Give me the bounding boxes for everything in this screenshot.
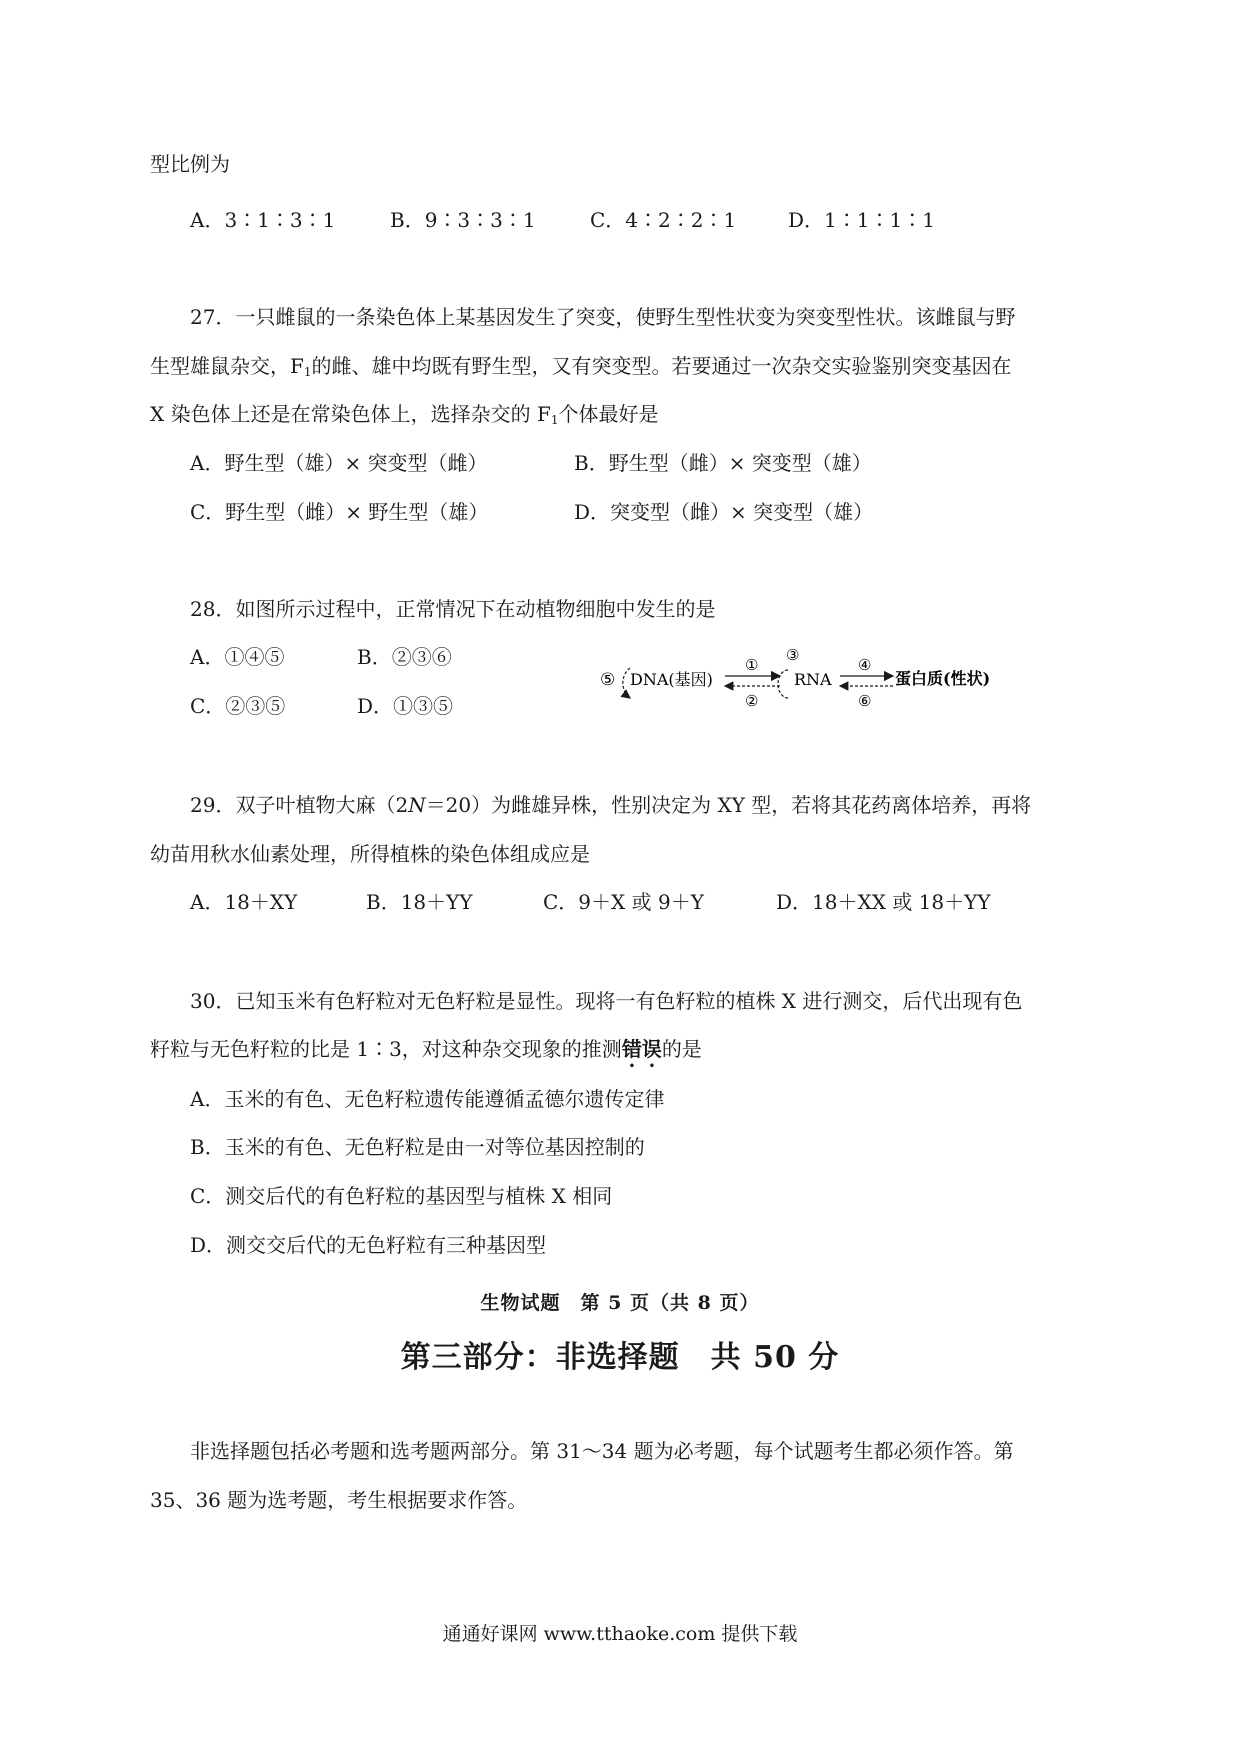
self-loop-arrow-dna bbox=[623, 668, 630, 698]
q29-option-b: B．18＋YY bbox=[366, 890, 473, 914]
q29-stem-line1: 29．双子叶植物大麻（2N＝20）为雌雄异株，性别决定为 XY 型，若将其花药离体培养，再将 bbox=[190, 793, 1032, 817]
diagram-label-6: ⑥ bbox=[858, 692, 872, 710]
q29-option-c: C．9＋X 或 9＋Y bbox=[543, 890, 704, 914]
q27-stem-line1: 27．一只雌鼠的一条染色体上某基因发生了突变，使野生型性状变为突变型性状。该雌鼠与野 bbox=[190, 305, 1016, 329]
q29-stem-line2: 幼苗用秋水仙素处理，所得植株的染色体组成应是 bbox=[150, 842, 590, 866]
diagram-rna: RNA bbox=[794, 670, 832, 689]
q26-stem-tail: 型比例为 bbox=[150, 152, 230, 176]
section-intro-line2: 35、36 题为选考题，考生根据要求作答。 bbox=[150, 1488, 528, 1512]
q27-option-a: A．野生型（雄）× 突变型（雌） bbox=[190, 451, 488, 475]
section-intro-line1: 非选择题包括必考题和选考题两部分。第 31～34 题为必考题，每个试题考生都必须作答。第 bbox=[190, 1439, 1014, 1463]
page-footer: 生物试题 第 5 页（共 8 页） bbox=[480, 1292, 760, 1314]
q26-option-b: B．9∶3∶3∶1 bbox=[390, 208, 536, 232]
self-loop-arrow-rna bbox=[778, 670, 788, 698]
diagram-label-5: ⑤ bbox=[600, 670, 616, 690]
q28-option-b: B．②③⑥ bbox=[357, 645, 452, 669]
q26-option-d: D．1∶1∶1∶1 bbox=[788, 208, 935, 232]
q30-option-c: C．测交后代的有色籽粒的基因型与植株 X 相同 bbox=[190, 1184, 613, 1208]
q29-option-d: D．18＋XX 或 18＋YY bbox=[776, 890, 991, 914]
q29-option-a: A．18＋XY bbox=[190, 890, 298, 914]
diagram-label-2: ② bbox=[745, 692, 759, 710]
q26-option-c: C．4∶2∶2∶1 bbox=[590, 208, 737, 232]
q28-option-c: C．②③⑤ bbox=[190, 694, 286, 718]
q30-option-d: D．测交交后代的无色籽粒有三种基因型 bbox=[190, 1233, 547, 1257]
q30-option-b: B．玉米的有色、无色籽粒是由一对等位基因控制的 bbox=[190, 1135, 645, 1159]
q30-stem-line2: 籽粒与无色籽粒的比是 1∶3，对这种杂交现象的推测错误的是 bbox=[150, 1037, 702, 1061]
q27-stem-line2: 生型雄鼠杂交，$F_1$的雌、雄中均既有野生型，又有突变型。若要通过一次杂交实验鉴别突变基因在 bbox=[150, 354, 1012, 379]
q28-option-d: D．①③⑤ bbox=[357, 694, 454, 718]
q27-option-c: C．野生型（雌）× 野生型（雄） bbox=[190, 500, 489, 524]
q26-option-a: A．3∶1∶3∶1 bbox=[190, 208, 336, 232]
diagram-label-1: ① bbox=[745, 656, 759, 674]
diagram-label-4: ④ bbox=[858, 656, 872, 674]
q30-stem-line1: 30．已知玉米有色籽粒对无色籽粒是显性。现将一有色籽粒的植株 X 进行测交，后代出现有色 bbox=[190, 989, 1023, 1013]
diagram-protein: 蛋白质(性状) bbox=[895, 669, 991, 688]
section-title: 第三部分：非选择题 共 50 分 bbox=[400, 1340, 840, 1375]
diagram-label-3: ③ bbox=[786, 646, 800, 664]
emphasized-word: 错误 bbox=[621, 1037, 662, 1061]
q27-option-d: D．突变型（雌）× 突变型（雄） bbox=[574, 500, 874, 524]
q27-stem-line3: X 染色体上还是在常染色体上，选择杂交的 $F_1$个体最好是 bbox=[150, 402, 659, 427]
q28-option-a: A．①④⑤ bbox=[190, 645, 285, 669]
central-dogma-diagram bbox=[590, 640, 1010, 720]
q28-stem: 28．如图所示过程中，正常情况下在动植物细胞中发生的是 bbox=[190, 597, 716, 621]
q27-option-b: B．野生型（雌）× 突变型（雄） bbox=[574, 451, 872, 475]
site-credit: 通通好课网 www.tthaoke.com 提供下载 bbox=[442, 1623, 798, 1645]
diagram-dna: DNA(基因) bbox=[630, 670, 713, 689]
q30-option-a: A．玉米的有色、无色籽粒遗传能遵循孟德尔遗传定律 bbox=[190, 1087, 665, 1111]
